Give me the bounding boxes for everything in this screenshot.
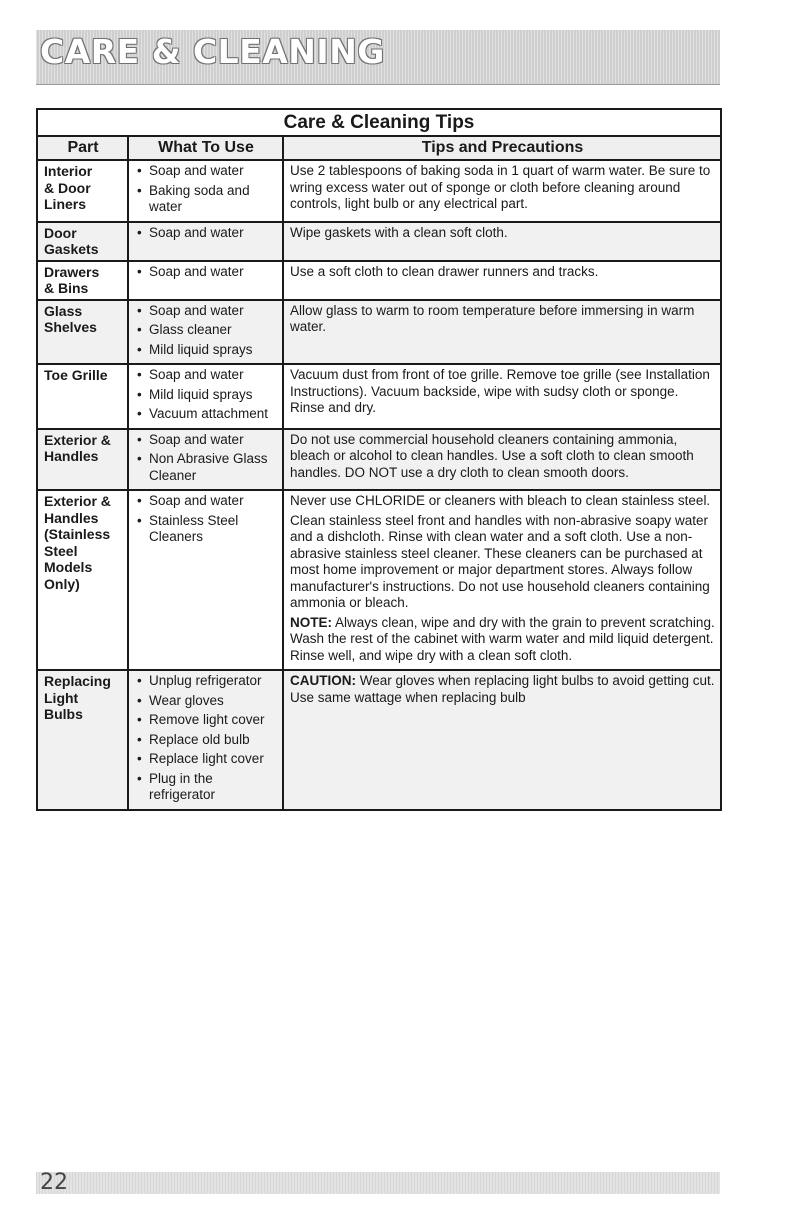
part-label-line: Exterior & xyxy=(44,431,111,448)
table-row xyxy=(37,300,721,365)
tip-paragraph xyxy=(290,432,715,482)
cleaner-list-item: • Soap and water xyxy=(135,225,277,242)
tip-text: Allow glass to warm to room temperature before immersing in warm water. xyxy=(290,302,695,334)
cleaner-list-item: • Mild liquid sprays xyxy=(135,387,277,404)
part-cell xyxy=(37,670,128,810)
cleaner-list-item: • Soap and water xyxy=(135,264,277,281)
tip-text: Wipe gaskets with a clean soft cloth. xyxy=(290,224,508,240)
column-header-what-to-use: What To Use xyxy=(128,136,283,160)
part-label-line: Drawers xyxy=(44,263,100,280)
cleaner-list-item: • Plug in the refrigerator xyxy=(135,771,277,804)
cleaner-list-item: • Remove light cover xyxy=(135,712,277,729)
tips-cell xyxy=(283,429,721,491)
tips-cell xyxy=(283,364,721,429)
what-to-use-cell xyxy=(128,364,283,429)
cleaner-list-item: • Wear gloves xyxy=(135,693,277,710)
tip-paragraph xyxy=(290,673,715,706)
tip-text: Wear gloves when replacing light bulbs to avoid getting cut. Use same wattage when replacing bulb xyxy=(290,673,715,705)
cleaner-list-item: • Baking soda and water xyxy=(135,183,277,216)
part-label-line: Toe Grille xyxy=(44,367,108,383)
what-to-use-cell xyxy=(128,222,283,261)
table-row xyxy=(37,160,721,222)
cleaner-list-item: • Stainless Steel Cleaners xyxy=(135,513,277,546)
table-row xyxy=(37,429,721,491)
part-label-line: Gaskets xyxy=(44,241,99,257)
footer-bar xyxy=(36,1172,720,1194)
cleaner-list-item: • Replace old bulb xyxy=(135,732,277,749)
tip-paragraph xyxy=(290,367,715,417)
tips-cell xyxy=(283,160,721,222)
tip-text: Always clean, wipe and dry with the grain to prevent scratching. Wash the rest of the cabinet with warm water and mild liquid detergent. Rinse well, and wipe dry with a clean soft cloth. xyxy=(290,614,715,663)
tip-paragraph xyxy=(290,493,715,510)
part-label-line: Light xyxy=(44,689,79,706)
cleaner-list-item: • Unplug refrigerator xyxy=(135,673,277,690)
part-label-line: Glass xyxy=(44,302,83,319)
table-body xyxy=(37,160,721,810)
tips-cell xyxy=(283,300,721,365)
cleaner-list-item: • Soap and water xyxy=(135,367,277,384)
cleaner-list xyxy=(135,432,277,485)
part-label-line: Steel xyxy=(44,542,78,559)
cleaner-list xyxy=(135,493,277,546)
tips-cell xyxy=(283,490,721,670)
tip-text: Never use CHLORIDE or cleaners with bleach to clean stainless steel. xyxy=(290,493,711,508)
table-caption: Care & Cleaning Tips xyxy=(37,109,721,136)
what-to-use-cell xyxy=(128,490,283,670)
section-title: CARE & CLEANING xyxy=(40,32,385,71)
cleaner-list-item: • Replace light cover xyxy=(135,751,277,768)
cleaner-list-item: • Soap and water xyxy=(135,163,277,180)
part-label-line: & Bins xyxy=(44,280,89,296)
tip-paragraph xyxy=(290,615,715,665)
part-label-line: Shelves xyxy=(44,319,97,335)
part-label-line: Handles xyxy=(44,509,99,526)
part-label-line: (Stainless xyxy=(44,526,111,542)
tip-paragraph xyxy=(290,225,715,242)
part-label-line: Only) xyxy=(44,575,80,592)
cleaner-list-item: • Soap and water xyxy=(135,303,277,320)
tip-paragraph xyxy=(290,163,715,213)
tip-text: Vacuum dust from front of toe grille. Remove toe grille (see Installation Instructions). Vacuum backside, wipe with sudsy cloth or sponge. Rinse and dry. xyxy=(290,367,710,415)
cleaner-list-item: • Soap and water xyxy=(135,432,277,449)
tip-text: Use a soft cloth to clean drawer runners and tracks. xyxy=(290,263,599,279)
tip-text: Do not use commercial household cleaners containing ammonia, bleach or alcohol to clean handles. Use a soft cloth to clean smooth handles. DO NOT use a dry cloth to clean smooth doors. xyxy=(290,431,694,480)
column-header-part: Part xyxy=(37,136,128,160)
tip-paragraph xyxy=(290,513,715,612)
part-cell xyxy=(37,160,128,222)
tips-cell xyxy=(283,670,721,810)
table-row xyxy=(37,490,721,670)
part-cell xyxy=(37,364,128,429)
page-number: 22 xyxy=(40,1170,68,1195)
cleaner-list xyxy=(135,163,277,216)
tips-cell xyxy=(283,222,721,261)
part-label-line: Models xyxy=(44,559,93,575)
tip-label: CAUTION: xyxy=(290,673,356,688)
part-label-line: Bulbs xyxy=(44,706,83,722)
tip-paragraph xyxy=(290,264,715,281)
part-label-line: Liners xyxy=(44,196,87,212)
cleaner-list-item: • Non Abrasive Glass Cleaner xyxy=(135,451,277,484)
cleaner-list xyxy=(135,225,277,242)
part-label-line: Interior xyxy=(44,163,93,179)
tip-paragraph xyxy=(290,303,715,336)
part-cell xyxy=(37,429,128,491)
part-label-line: Replacing xyxy=(44,673,111,689)
cleaner-list xyxy=(135,264,277,281)
cleaner-list-item: • Mild liquid sprays xyxy=(135,342,277,359)
cleaner-list-item: • Glass cleaner xyxy=(135,322,277,339)
tip-text: Clean stainless steel front and handles with non-abrasive soapy water and a dishcloth. Rinse with clean water and a soft cloth. Use a non-abrasive stainless steel cleaner. These cleaners can be purchased at most home improvement or major department stores. Always follow manufacturer's instructions. Do not use household cleaners containing ammonia or bleach. xyxy=(290,512,710,610)
table-row xyxy=(37,222,721,261)
table-row xyxy=(37,670,721,810)
cleaner-list-item: • Vacuum attachment xyxy=(135,406,277,423)
cleaner-list xyxy=(135,367,277,423)
part-cell xyxy=(37,300,128,365)
what-to-use-cell xyxy=(128,300,283,365)
cleaner-list-item: • Soap and water xyxy=(135,493,277,510)
column-header-tips: Tips and Precautions xyxy=(283,136,721,160)
part-cell xyxy=(37,261,128,300)
part-cell xyxy=(37,222,128,261)
what-to-use-cell xyxy=(128,429,283,491)
tip-label: NOTE: xyxy=(290,614,332,630)
what-to-use-cell xyxy=(128,160,283,222)
what-to-use-cell xyxy=(128,670,283,810)
part-label-line: Door xyxy=(44,224,77,241)
what-to-use-cell xyxy=(128,261,283,300)
part-cell xyxy=(37,490,128,670)
tip-text: Use 2 tablespoons of baking soda in 1 quart of warm water. Be sure to wring excess water out of sponge or cloth before cleaning around controls, light bulb or any electrical part. xyxy=(290,163,711,211)
table-row xyxy=(37,261,721,300)
tips-cell xyxy=(283,261,721,300)
part-label-line: & Door xyxy=(44,179,91,196)
cleaner-list xyxy=(135,673,277,804)
table-row xyxy=(37,364,721,429)
part-label-line: Exterior & xyxy=(44,493,111,509)
part-label-line: Handles xyxy=(44,448,99,464)
cleaner-list xyxy=(135,303,277,359)
care-cleaning-table xyxy=(36,108,722,811)
